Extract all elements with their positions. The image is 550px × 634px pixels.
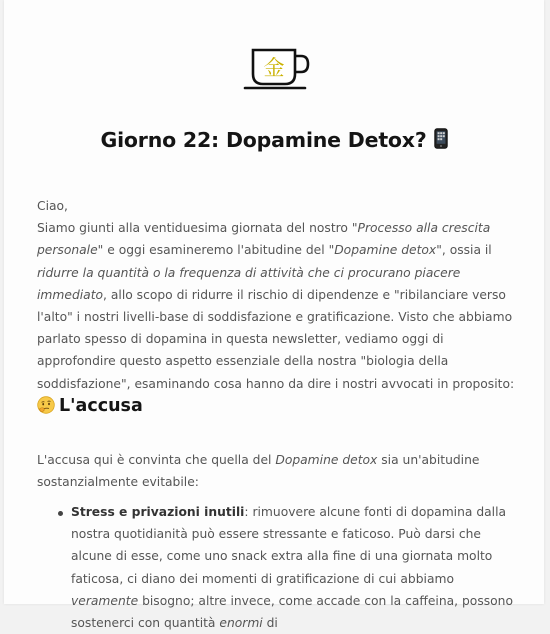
mobile-phone-icon — [434, 128, 448, 149]
intro-emphasis: ridurre la quantità o la frequenza di attività che ci procurano piacere immediato — [37, 265, 461, 302]
intro-text: , allo scopo di ridurre il rischio di dipendenze e "ribilanciare verso l'alto" i nostri livelli-base di soddisfazione e gratificazione. Visto che abbiamo parlato spesso di dopamina in questa newsletter, vediamo oggi di approfondire questo aspetto essenziale della nostra "biologia della soddisfazione", esaminando cosa hanno da dire i nostri avvocati in proposito: — [37, 287, 515, 391]
intro-paragraph — [37, 217, 517, 395]
bullet-list — [37, 501, 527, 634]
page-title-text: Giorno 22: Dopamine Detox? — [100, 128, 427, 152]
intro-emphasis: "Dopamine detox" — [328, 243, 442, 258]
logo-glyph: 金 — [263, 56, 285, 80]
list-item-text: di — [262, 616, 278, 631]
newsletter-page — [4, 0, 544, 631]
section-heading-text: L'accusa — [59, 396, 143, 416]
intro-text: Siamo giunti alla ventiduesima giornata del nostro — [37, 221, 352, 236]
list-item — [71, 501, 517, 634]
bullet-dot — [58, 511, 63, 516]
page-title — [4, 128, 544, 152]
accusa-text: L'accusa qui è convinta che quella del — [37, 453, 276, 467]
list-item-emphasis: enormi — [219, 616, 263, 631]
intro-emphasis: "Processo alla crescita personale" — [37, 221, 491, 258]
intro-text: , ossia il — [441, 243, 492, 258]
accusa-emphasis: Dopamine detox — [275, 453, 378, 467]
accusa-paragraph — [37, 449, 507, 493]
accusa-text: sia un'abitudine sostanzialmente evitabile: — [37, 453, 480, 490]
intro-text: e oggi esamineremo l'abitudine del — [103, 243, 329, 258]
list-item-text: : rimuovere alcune fonti di dopamina dalla nostra quotidianità può essere stressante e faticoso. Può darsi che alcune di esse, come uno snack extra alla fine di una giornata molto faticosa, ci diano dei momenti di gratificazione di cui abbiamo — [71, 505, 507, 586]
list-item-title: Stress e privazioni inutili — [71, 505, 245, 519]
list-item-emphasis: veramente — [71, 593, 139, 608]
greeting: Ciao, — [37, 199, 68, 213]
list-item-text: bisogno; altre invece, come accade con la caffeina, possono sostenerci con quantità — [71, 593, 513, 631]
accusa-text-block — [37, 449, 507, 493]
section-heading-accusa — [37, 396, 143, 416]
teacup-icon — [243, 46, 313, 92]
thinking-face-icon — [37, 396, 55, 414]
intro-section — [37, 195, 517, 395]
